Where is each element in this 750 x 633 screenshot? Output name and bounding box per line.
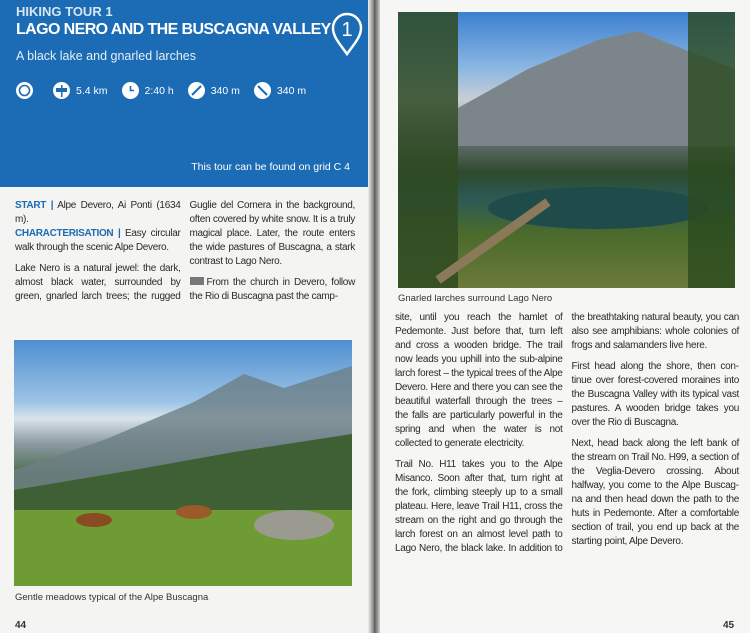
lake-illustration [398, 12, 735, 288]
ascent-icon [188, 82, 205, 99]
left-text-flow [15, 199, 355, 308]
ascent: 340 m [210, 84, 240, 97]
grid-note: This tour can be found on grid C 4 [191, 161, 350, 173]
paragraph: First head along the shore, then continue over forest-covered moraines into the Buscagna Valley with its typical vast pastures. A wooden bridge takes you over the Rio di Buscagna. [571, 361, 739, 428]
right-text-flow [395, 311, 739, 556]
tour-title: LAGO NERO AND THE BUSCAGNA VALLEY [16, 21, 331, 38]
map-pin-icon [330, 12, 364, 56]
meadow-photo-caption: Gentle meadows typical of the Alpe Buscagna [15, 592, 209, 603]
lake-photo-caption: Gnarled larches surround Lago Nero [398, 293, 553, 304]
lake-photo [398, 12, 735, 288]
paragraph: Next, head back along the left bank of the stream on Trail No. H99, a section of the Veglia-Devero crossing. About halfway, you come to the Alpe Buscagna and then head down the path to the huts in Pedemonte. After a comfortable section of trail, you end up back at the starting point, Alpe Devero. [571, 438, 739, 547]
tour-header [0, 0, 370, 187]
tour-subtitle: A black lake and gnarled larches [16, 49, 196, 63]
tour-stats [16, 82, 314, 99]
right-page [377, 0, 750, 633]
signpost-icon [53, 82, 70, 99]
paragraph: Trail No. H11 takes you to the Alpe Misanco. Soon after that, turn right at the fork, climbing steeply up to a small plateau. Here, leave Trail H11, cross the stream on the right and go through the larch forest on an almost level path to Lago Nero, the black lake. In addition to the breathtaking natural beauty, you can also see amphibians: whole colonies of frogs and salamanders live here. [395, 312, 739, 554]
descent: 340 m [276, 84, 307, 97]
direction-marker-icon [190, 277, 204, 285]
mountain-illustration [14, 340, 352, 586]
clock-icon [122, 82, 139, 99]
distance: 5.4 km [76, 84, 108, 97]
start-block: START | Alpe Devero, Ai Ponti (1634 m). CHARACTERISATION | Easy circular walk through the scenic Alpe Devero. [15, 200, 181, 253]
meadow-photo [14, 340, 352, 586]
page-number-left: 44 [15, 620, 27, 631]
duration: 2:40 h [144, 84, 174, 97]
circular-route-icon [16, 82, 33, 99]
route-paragraph: From the church in Devero, follow the Rio di Buscagna past the camp- [189, 277, 355, 302]
tour-kicker: HIKING TOUR 1 [16, 4, 113, 19]
intro-paragraph: Lake Nero is a natural jewel: the dark, almost black water, surrounded by green, gnarled larch trees; the rugged Guglie del Cornera in the background, often covered by white snow. It is a truly magical place. Later, the route enters the wide pastures of Buscagna, a stark contrast to Lago Nero. [15, 200, 355, 302]
page-number-right: 45 [723, 620, 735, 631]
descent-icon [254, 82, 271, 99]
left-page [0, 0, 372, 633]
book-gutter [368, 0, 380, 633]
paragraph: site, until you reach the hamlet of Pedemonte. Just before that, turn left and cross a wooden bridge. The trail now leads you uphill into the sub-alpine larch forest – the typical trees of the Alpe Devero. Here and there you can see the beautiful waterfall through the trees – the falls are particularly powerful in the spring and when the water is not collected to generate electricity. [395, 312, 563, 449]
tour-number: 1 [341, 19, 353, 41]
